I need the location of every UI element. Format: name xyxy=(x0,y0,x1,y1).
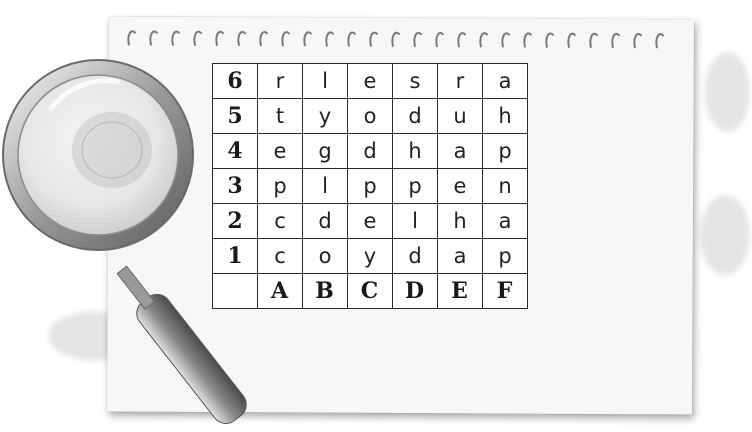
row-number-label: 1 xyxy=(213,239,258,274)
letter-cell: t xyxy=(258,99,303,134)
letter-cell: h xyxy=(438,204,483,239)
letter-cell: a xyxy=(483,204,528,239)
letter-cell: o xyxy=(348,99,393,134)
letter-cell: a xyxy=(438,239,483,274)
grid-row xyxy=(213,204,528,239)
grid-row xyxy=(213,239,528,274)
letter-cell: d xyxy=(393,99,438,134)
letter-cell: a xyxy=(438,134,483,169)
letter-cell: y xyxy=(348,239,393,274)
column-label: E xyxy=(438,274,483,309)
letter-cell: y xyxy=(303,99,348,134)
column-label: B xyxy=(303,274,348,309)
row-number-label: 5 xyxy=(213,99,258,134)
smudge-right-bottom xyxy=(700,195,750,275)
letter-cell: o xyxy=(303,239,348,274)
corner-cell xyxy=(213,274,258,309)
letter-cell: l xyxy=(393,204,438,239)
letter-cell: c xyxy=(258,239,303,274)
column-label: A xyxy=(258,274,303,309)
smudge-right-top xyxy=(705,52,750,132)
letter-cell: e xyxy=(348,64,393,99)
letter-cell: c xyxy=(258,204,303,239)
letter-cell: d xyxy=(393,239,438,274)
column-label: D xyxy=(393,274,438,309)
letter-cell: d xyxy=(348,134,393,169)
letter-cell: p xyxy=(393,169,438,204)
grid-row xyxy=(213,169,528,204)
letter-cell: e xyxy=(348,204,393,239)
letter-cell: g xyxy=(303,134,348,169)
letter-cell: n xyxy=(483,169,528,204)
spiral-binding-icon xyxy=(121,23,681,56)
column-label: C xyxy=(348,274,393,309)
row-number-label: 6 xyxy=(213,64,258,99)
letter-cell: d xyxy=(303,204,348,239)
letter-cell: l xyxy=(303,64,348,99)
column-label-row xyxy=(213,274,528,309)
row-number-label: 3 xyxy=(213,169,258,204)
row-number-label: 4 xyxy=(213,134,258,169)
letter-cell: e xyxy=(438,169,483,204)
letter-grid xyxy=(212,63,528,309)
letter-cell: p xyxy=(348,169,393,204)
letter-cell: l xyxy=(303,169,348,204)
letter-cell: p xyxy=(483,239,528,274)
letter-cell: h xyxy=(483,99,528,134)
letter-cell: p xyxy=(258,169,303,204)
grid-row xyxy=(213,134,528,169)
letter-cell: r xyxy=(258,64,303,99)
letter-cell: p xyxy=(483,134,528,169)
letter-cell: h xyxy=(393,134,438,169)
column-label: F xyxy=(483,274,528,309)
letter-cell: a xyxy=(483,64,528,99)
grid-row xyxy=(213,99,528,134)
letter-cell: r xyxy=(438,64,483,99)
row-number-label: 2 xyxy=(213,204,258,239)
grid-row xyxy=(213,64,528,99)
letter-cell: e xyxy=(258,134,303,169)
letter-cell: s xyxy=(393,64,438,99)
letter-cell: u xyxy=(438,99,483,134)
